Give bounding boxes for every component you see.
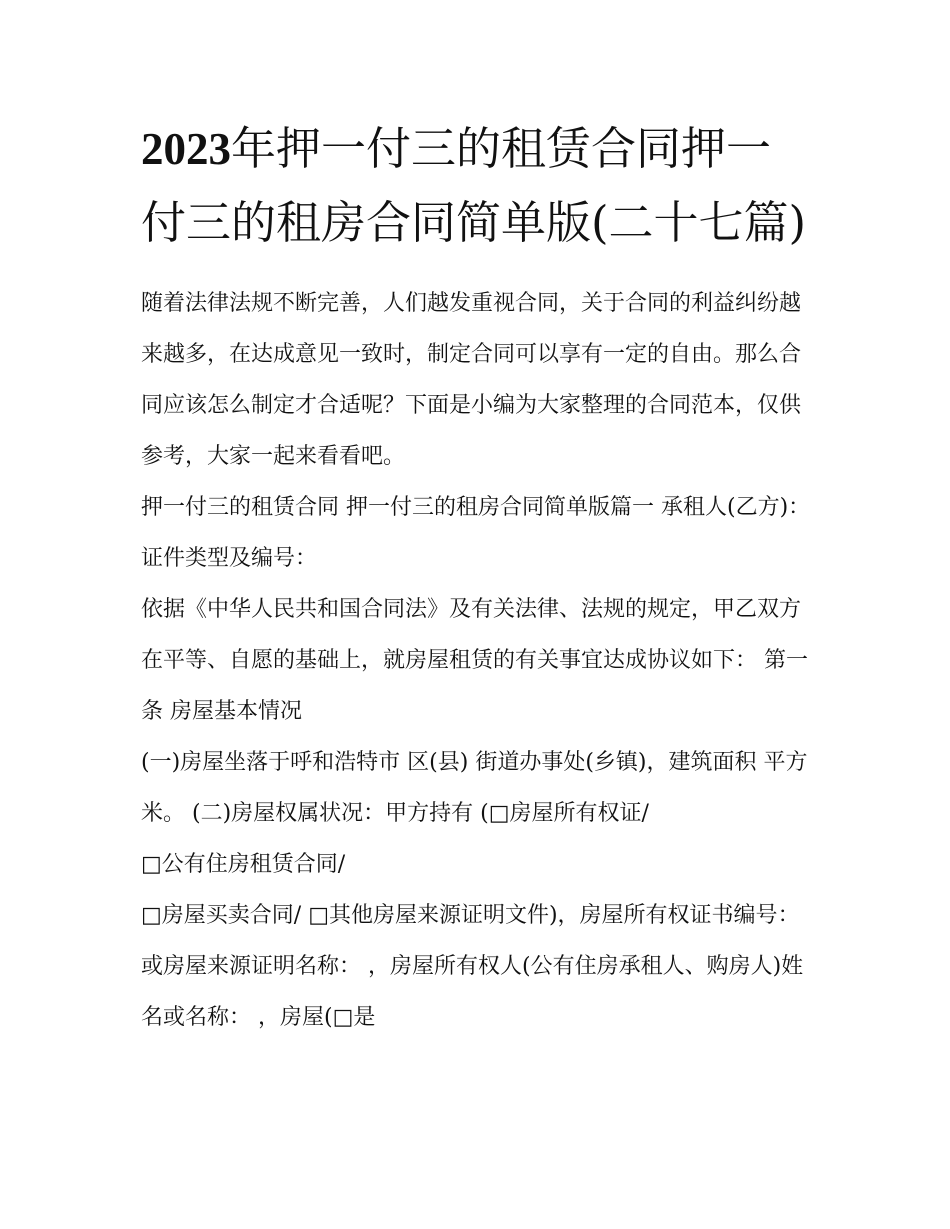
contract-heading-paragraph: 押一付三的租赁合同 押一付三的租房合同简单版篇一 承租人(乙方)： 证件类型及编号： <box>141 495 811 571</box>
public-housing-option-paragraph: □公有住房租赁合同/ <box>141 852 346 877</box>
document-title <box>141 112 813 260</box>
intro-paragraph: 随着法律法规不断完善，人们越发重视合同，关于合同的利益纠纷越来越多，在达成意见一致时，制定合同可以享有一定的自由。那么合同应该怎么制定才合适呢？下面是小编为大家整理的合同范本，仅供参考，大家一起来看看吧。 <box>141 291 802 469</box>
legal-basis-paragraph: 依据《中华人民共和国合同法》及有关法律、法规的规定，甲乙双方在平等、自愿的基础上，就房屋租赁的有关事宜达成协议如下： 第一条 房屋基本情况 <box>141 597 808 724</box>
title-year: 2023 <box>141 124 231 174</box>
purchase-contract-paragraph: □房屋买卖合同/ □其他房屋来源证明文件)，房屋所有权证书编号： 或房屋来源证明名称： ，房屋所有权人(公有住房承租人、购房人)姓名或名称： ，房屋(□是 <box>141 903 804 1030</box>
property-location-paragraph: (一)房屋坐落于呼和浩特市 区(县) 街道办事处(乡镇)，建筑面积 平方米。 (二)房屋权属状况：甲方持有 (□房屋所有权证/ <box>141 750 808 826</box>
document-page <box>141 112 813 1043</box>
title-text: 年押一付三的租赁合同押一付三的租房合同简单版(二十七篇) <box>141 122 807 249</box>
